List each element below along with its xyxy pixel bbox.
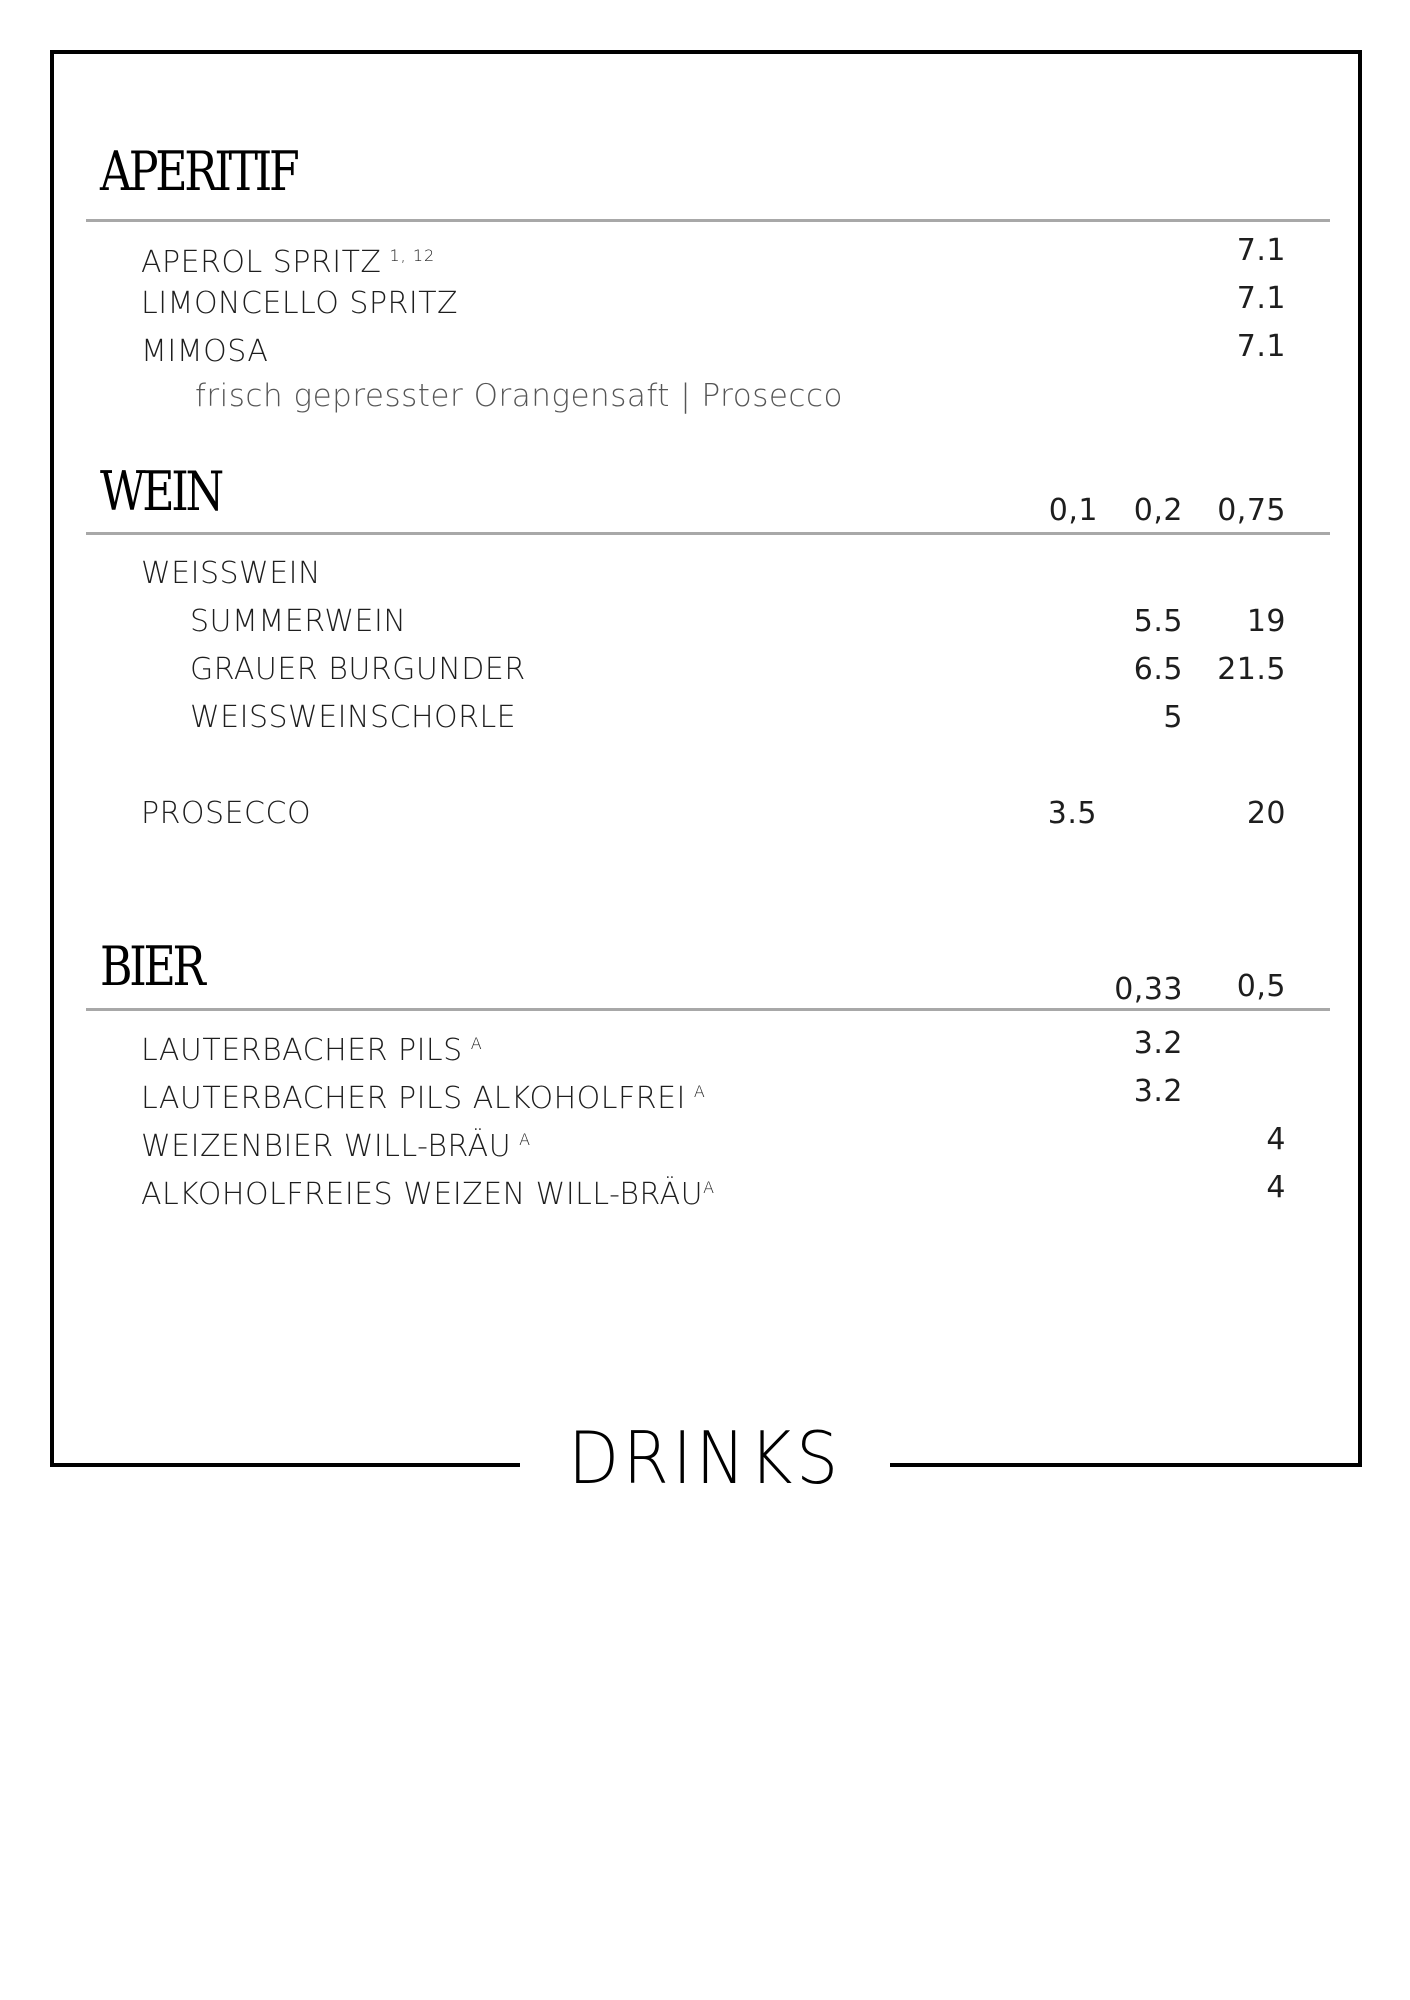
menu-item	[141, 1074, 706, 1117]
item-price: 3.2	[1133, 1026, 1183, 1061]
item-price: 7.1	[1236, 233, 1286, 268]
item-price: 7.1	[1236, 329, 1286, 364]
menu-item	[141, 1026, 483, 1069]
item-price: 19	[1246, 604, 1286, 639]
item-name: WEIZENBIER WILL-BRÄU	[141, 1129, 512, 1164]
divider-bier	[86, 1008, 1330, 1011]
size-header: 0,5	[1236, 969, 1286, 1004]
heading-bier: BIER	[100, 935, 203, 998]
size-header: 0,1	[1048, 493, 1098, 528]
item-name: LIMONCELLO SPRITZ	[141, 286, 459, 321]
size-header: 0,33	[1114, 972, 1183, 1007]
allergen-note: A	[693, 1082, 706, 1101]
menu-item	[141, 334, 268, 370]
divider-aperitif	[86, 219, 1330, 222]
footer-title: DRINKS	[568, 1416, 842, 1500]
menu-item	[141, 286, 458, 322]
divider-wein	[86, 532, 1330, 535]
item-price: 5.5	[1133, 604, 1183, 639]
item-name: ALKOHOLFREIES WEIZEN WILL-BRÄU	[141, 1177, 704, 1212]
menu-item	[141, 1170, 715, 1213]
menu-item	[141, 1122, 531, 1165]
item-price: 21.5	[1217, 652, 1286, 687]
item-price: 6.5	[1133, 652, 1183, 687]
menu-item: SUMMERWEIN	[190, 604, 407, 639]
item-price: 4	[1266, 1170, 1286, 1205]
item-price: 20	[1246, 796, 1286, 831]
item-price: 7.1	[1236, 281, 1286, 316]
allergen-note: A	[519, 1130, 532, 1149]
item-name: MIMOSA	[141, 334, 269, 369]
item-description: frisch gepresster Orangensaft | Prosecco	[195, 378, 843, 414]
item-name: APEROL SPRITZ	[141, 245, 382, 280]
item-price: 3.5	[1047, 796, 1097, 831]
size-header: 0,2	[1133, 493, 1183, 528]
group-label: WEISSWEIN	[141, 556, 321, 591]
allergen-note: A	[470, 1034, 483, 1053]
item-price: 5	[1163, 700, 1183, 735]
menu-item: GRAUER BURGUNDER	[190, 652, 526, 687]
heading-wein: WEIN	[100, 460, 221, 523]
item-name: LAUTERBACHER PILS	[141, 1033, 463, 1068]
allergen-note: 1, 12	[389, 246, 436, 265]
menu-item: PROSECCO	[141, 796, 312, 831]
heading-aperitif: APERITIF	[100, 140, 297, 203]
menu-item: WEISSWEINSCHORLE	[190, 700, 517, 735]
item-price: 3.2	[1133, 1074, 1183, 1109]
item-name: LAUTERBACHER PILS ALKOHOLFREI	[141, 1081, 686, 1116]
item-price: 4	[1266, 1122, 1286, 1157]
menu-item	[141, 238, 435, 281]
allergen-note: A	[703, 1178, 716, 1197]
size-header: 0,75	[1217, 493, 1286, 528]
